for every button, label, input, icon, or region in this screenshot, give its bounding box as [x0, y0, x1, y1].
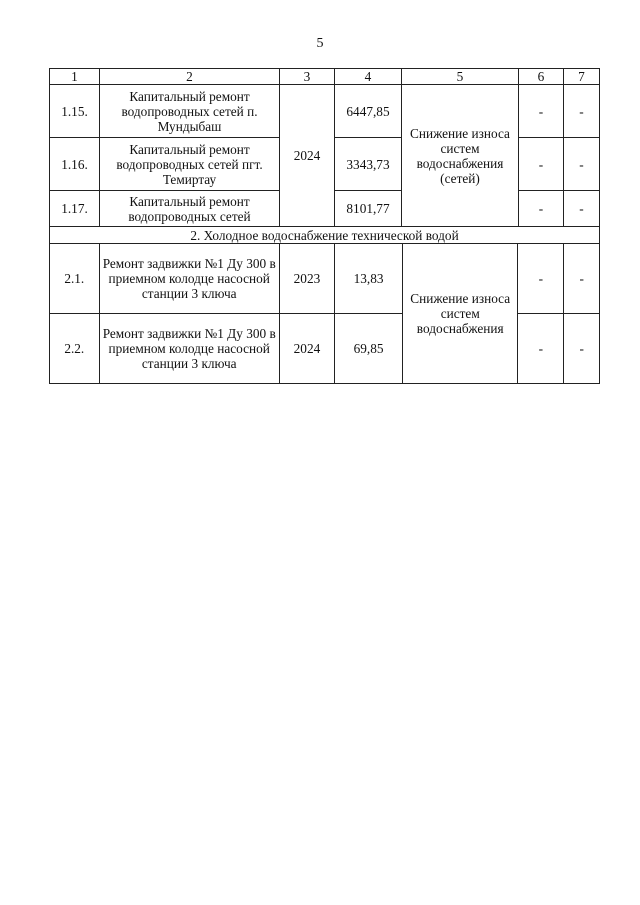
page-number: 5: [316, 36, 324, 51]
program-table: [49, 68, 600, 384]
row-col6: -: [518, 244, 564, 314]
row-col6: -: [519, 191, 564, 227]
section2-block: [50, 244, 600, 384]
row-col7: -: [564, 244, 599, 314]
section2-table: [50, 244, 599, 383]
row-cost: 69,85: [335, 314, 403, 384]
row-year: 2023: [279, 244, 334, 314]
row-cost: 8101,77: [335, 191, 402, 227]
row-name: Капитальный ремонт водопроводных сетей: [100, 191, 280, 227]
row-name: Ремонт задвижки №1 Ду 300 в приемном колодце насосной станции 3 ключа: [99, 314, 279, 384]
header-cell: 6: [519, 69, 564, 85]
section-title: 2. Холодное водоснабжение технической водой: [50, 227, 600, 244]
section2-cell: [50, 244, 600, 384]
table-row: [50, 244, 599, 314]
row-cost: 6447,85: [335, 85, 402, 138]
row-col7: -: [564, 314, 599, 384]
row-col6: -: [519, 85, 564, 138]
row-cost: 13,83: [335, 244, 403, 314]
row-effect: Снижение износа систем водоснабжения: [403, 244, 518, 383]
row-name: Ремонт задвижки №1 Ду 300 в приемном колодце насосной станции 3 ключа: [99, 244, 279, 314]
row-col7: -: [564, 85, 600, 138]
header-cell: 7: [564, 69, 600, 85]
row-col7: -: [564, 138, 600, 191]
header-cell: 2: [100, 69, 280, 85]
row-col7: -: [564, 191, 600, 227]
header-cell: 1: [50, 69, 100, 85]
row-year: 2024: [279, 314, 334, 384]
header-row: [50, 69, 600, 85]
row-name: Капитальный ремонт водопроводных сетей пгт. Темиртау: [100, 138, 280, 191]
header-cell: 4: [335, 69, 402, 85]
row-number: 2.2.: [50, 314, 99, 384]
row-number: 2.1.: [64, 271, 85, 286]
row-effect: Снижение износа систем водоснабжения (сетей): [402, 85, 519, 227]
row-number: 1.17.: [50, 191, 100, 227]
row-name: Капитальный ремонт водопроводных сетей п. Мундыбаш: [100, 85, 280, 138]
row-col6: -: [518, 314, 564, 384]
row-year: 2024: [280, 85, 335, 227]
header-cell: 5: [402, 69, 519, 85]
row-col6: -: [519, 138, 564, 191]
section-row: [50, 227, 600, 244]
row-number: 1.15.: [50, 85, 100, 138]
row-number: 1.16.: [50, 138, 100, 191]
header-cell: 3: [280, 69, 335, 85]
row-cost: 3343,73: [335, 138, 402, 191]
table-row: [50, 85, 600, 138]
